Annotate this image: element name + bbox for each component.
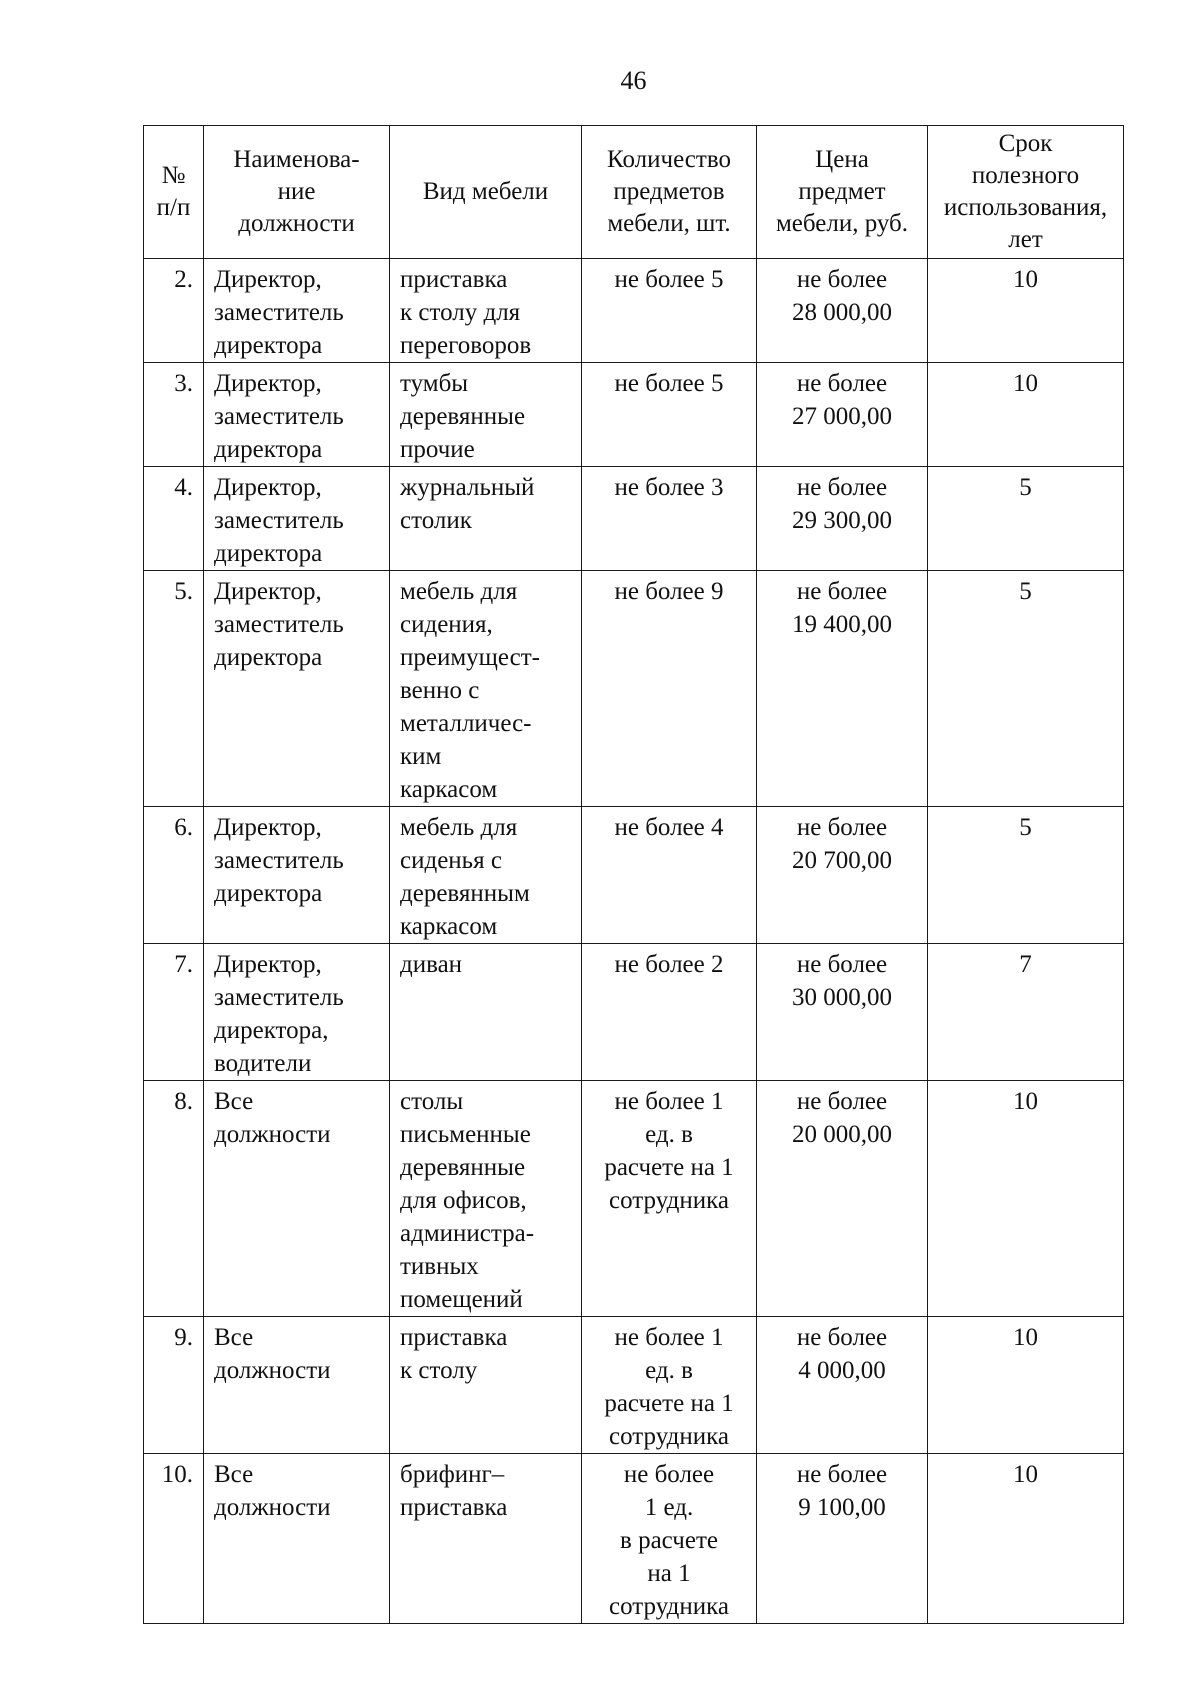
row-number: 2. (144, 259, 204, 363)
useful-life-cell: 5 (928, 467, 1124, 571)
table-row (144, 1081, 1124, 1317)
position-cell: Директор, заместитель директора (204, 571, 390, 807)
furniture-type-cell: мебель для сидения, преимущест- венно с металличес- ким каркасом (390, 571, 582, 807)
row-number: 4. (144, 467, 204, 571)
table-row (144, 363, 1124, 467)
table-header-row (144, 126, 1124, 259)
table-row (144, 467, 1124, 571)
furniture-type-cell: журнальный столик (390, 467, 582, 571)
header-number: № п/п (144, 126, 204, 259)
useful-life-cell: 10 (928, 1081, 1124, 1317)
useful-life-cell: 7 (928, 944, 1124, 1081)
price-cell: не более 30 000,00 (757, 944, 928, 1081)
useful-life-cell: 10 (928, 363, 1124, 467)
furniture-type-cell: приставка к столу для переговоров (390, 259, 582, 363)
table-row (144, 944, 1124, 1081)
quantity-cell: не более 1 ед. в расчете на 1 сотрудника (582, 1454, 757, 1624)
table-row (144, 259, 1124, 363)
row-number: 10. (144, 1454, 204, 1624)
quantity-cell: не более 5 (582, 363, 757, 467)
quantity-cell: не более 1 ед. в расчете на 1 сотрудника (582, 1081, 757, 1317)
useful-life-cell: 10 (928, 1317, 1124, 1454)
row-number: 5. (144, 571, 204, 807)
position-cell: Все должности (204, 1317, 390, 1454)
header-useful-life: Срок полезного использования, лет (928, 126, 1124, 259)
table-row (144, 807, 1124, 944)
row-number: 3. (144, 363, 204, 467)
table-row (144, 1454, 1124, 1624)
useful-life-cell: 10 (928, 259, 1124, 363)
header-furniture-type: Вид мебели (390, 126, 582, 259)
price-cell: не более 9 100,00 (757, 1454, 928, 1624)
furniture-type-cell: тумбы деревянные прочие (390, 363, 582, 467)
quantity-cell: не более 5 (582, 259, 757, 363)
price-cell: не более 20 700,00 (757, 807, 928, 944)
quantity-cell: не более 1 ед. в расчете на 1 сотрудника (582, 1317, 757, 1454)
quantity-cell: не более 3 (582, 467, 757, 571)
table-row (144, 571, 1124, 807)
price-cell: не более 4 000,00 (757, 1317, 928, 1454)
position-cell: Директор, заместитель директора (204, 467, 390, 571)
row-number: 6. (144, 807, 204, 944)
header-quantity: Количество предметов мебели, шт. (582, 126, 757, 259)
position-cell: Директор, заместитель директора (204, 259, 390, 363)
furniture-type-cell: диван (390, 944, 582, 1081)
row-number: 7. (144, 944, 204, 1081)
row-number: 8. (144, 1081, 204, 1317)
position-cell: Все должности (204, 1081, 390, 1317)
position-cell: Директор, заместитель директора (204, 807, 390, 944)
price-cell: не более 27 000,00 (757, 363, 928, 467)
header-position: Наименова- ние должности (204, 126, 390, 259)
quantity-cell: не более 9 (582, 571, 757, 807)
position-cell: Все должности (204, 1454, 390, 1624)
header-price: Цена предмет мебели, руб. (757, 126, 928, 259)
quantity-cell: не более 2 (582, 944, 757, 1081)
furniture-type-cell: брифинг– приставка (390, 1454, 582, 1624)
price-cell: не более 28 000,00 (757, 259, 928, 363)
position-cell: Директор, заместитель директора (204, 363, 390, 467)
price-cell: не более 20 000,00 (757, 1081, 928, 1317)
price-cell: не более 29 300,00 (757, 467, 928, 571)
furniture-type-cell: столы письменные деревянные для офисов, администра- тивных помещений (390, 1081, 582, 1317)
furniture-table (143, 125, 1124, 1624)
useful-life-cell: 5 (928, 571, 1124, 807)
row-number: 9. (144, 1317, 204, 1454)
furniture-type-cell: приставка к столу (390, 1317, 582, 1454)
price-cell: не более 19 400,00 (757, 571, 928, 807)
table-row (144, 1317, 1124, 1454)
quantity-cell: не более 4 (582, 807, 757, 944)
useful-life-cell: 5 (928, 807, 1124, 944)
page-number: 46 (620, 66, 647, 95)
position-cell: Директор, заместитель директора, водители (204, 944, 390, 1081)
furniture-type-cell: мебель для сиденья с деревянным каркасом (390, 807, 582, 944)
useful-life-cell: 10 (928, 1454, 1124, 1624)
